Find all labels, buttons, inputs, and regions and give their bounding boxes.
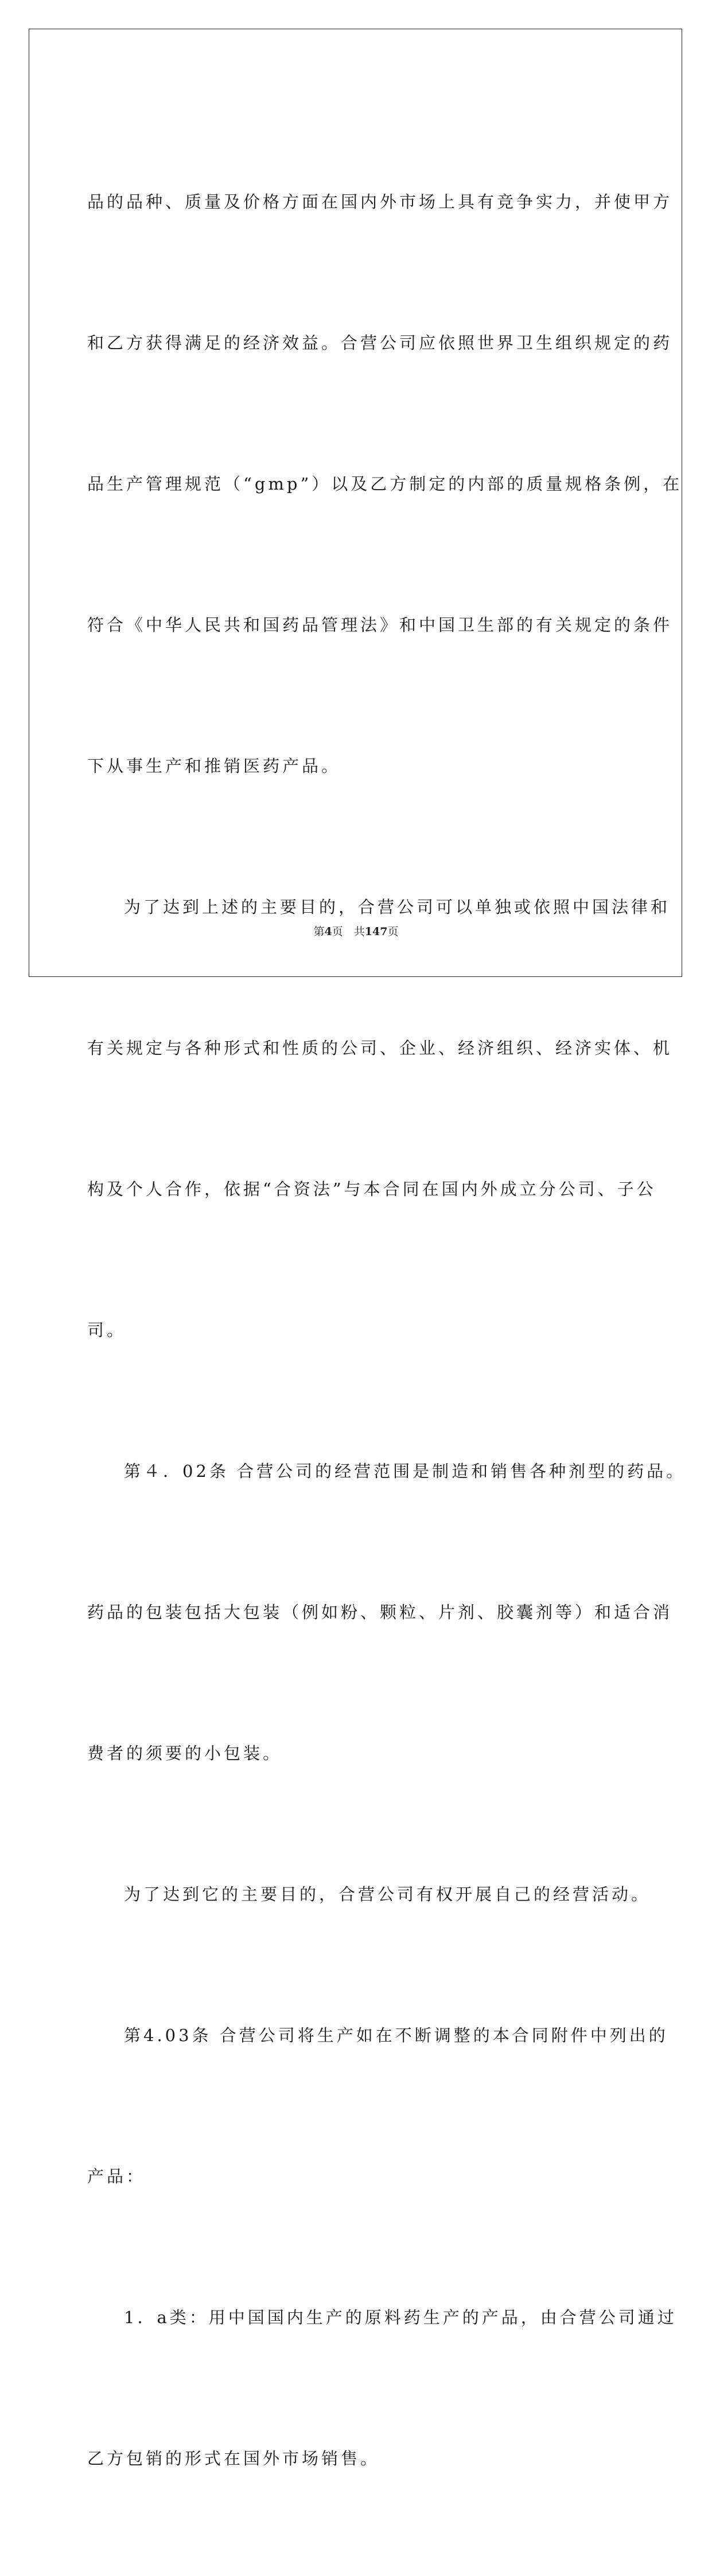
- text-line: 和乙方获得满足的经济效益。合营公司应依照世界卫生组织规定的药: [87, 333, 673, 353]
- text-line: 产品：: [87, 2167, 146, 2186]
- text-line: 1．a类：用中国国内生产的原料药生产的产品，由合营公司通过: [124, 2308, 677, 2327]
- text-line: 构及个人合作，依据“合资法”与本合同在国内外成立分公司、子公: [87, 1179, 656, 1199]
- page-number: 4: [324, 925, 332, 938]
- text-line: 有关规定与各种形式和性质的公司、企业、经济组织、经济实体、机: [87, 1038, 673, 1058]
- footer-suffix: 页: [387, 925, 399, 938]
- text-line: 为了达到上述的主要目的，合营公司可以单独或依照中国法律和: [124, 897, 671, 917]
- paragraph-lines: [87, 84, 686, 2576]
- text-line: 第４．02条 合营公司的经营范围是制造和销售各种剂型的药品。: [124, 1461, 686, 1481]
- text-line: 药品的包装包括大包装（例如粉、颗粒、片剂、胶囊剂等）和适合消: [87, 1602, 673, 1622]
- footer-prefix: 第: [313, 925, 325, 938]
- text-line: 费者的须要的小包装。: [87, 1744, 283, 1763]
- total-pages: 147: [364, 925, 388, 938]
- text-line: 第4.03条 合营公司将生产如在不断调整的本合同附件中列出的: [124, 2026, 668, 2045]
- text-line: 品的品种、质量及价格方面在国内外市场上具有竞争实力，并使甲方: [87, 192, 673, 212]
- text-line: 为了达到它的主要目的，合营公司有权开展自己的经营活动。: [124, 1885, 651, 1904]
- page-footer: [0, 923, 712, 939]
- footer-middle: 页 共: [332, 925, 365, 938]
- text-line: 司。: [87, 1320, 127, 1340]
- document-body: [87, 84, 686, 2576]
- text-line: 下从事生产和推销医药产品。: [87, 756, 341, 776]
- text-line: 品生产管理规范（“gmp”）以及乙方制定的内部的质量规格条例，在: [87, 474, 683, 494]
- text-line: 乙方包销的形式在国外市场销售。: [87, 2449, 380, 2468]
- text-line: 符合《中华人民共和国药品管理法》和中国卫生部的有关规定的条件: [87, 615, 673, 635]
